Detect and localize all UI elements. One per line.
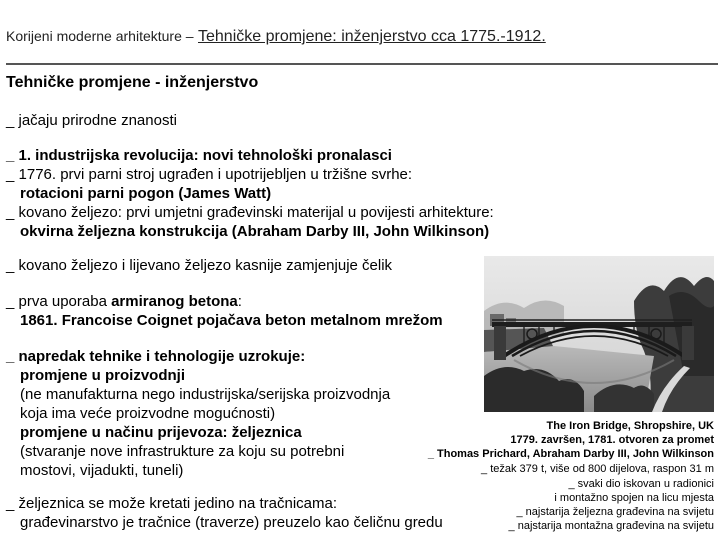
progress-production: promjene u proizvodnji [20, 367, 186, 384]
bullet-steel: _ kovano željezo i lijevano željezo kasnije zamjenjuje čelik [6, 257, 393, 274]
bullet-steam-engine: _ 1776. prvi parni stroj ugrađen i upotrijebljen u tržišne svrhe: [6, 166, 413, 183]
progress-production-note-2: koja ima veće proizvodne mogućnosti) [20, 405, 276, 422]
caption-forged: _ svaki dio iskovan u radionici [568, 478, 714, 490]
bullet-wrought-iron-detail: okvirna željezna konstrukcija (Abraham Darby III, John Wilkinson) [20, 223, 490, 240]
slide-title: Tehničke promjene - inženjerstvo [6, 74, 259, 91]
bullet-wrought-iron: _ kovano željezo: prvi umjetni građevinski materijal u povijesti arhitekture: [6, 204, 494, 221]
rc-term: armiranog betona [111, 293, 238, 310]
bullet-reinforced-concrete [6, 292, 242, 311]
caption-authors: _ Thomas Prichard, Abraham Darby III, John Wilkinson [427, 448, 714, 460]
bullet-reinforced-concrete-detail: 1861. Francoise Coignet pojačava beton metalnom mrežom [20, 312, 443, 329]
bullet-railway: _ željeznica se može kretati jedino na tračnicama: [6, 495, 337, 512]
bullet-natural-sciences: _ jačaju prirodne znanosti [6, 112, 177, 129]
bullet-railway-detail: građevinarstvo je tračnice (traverze) preuzelo kao čeličnu gredu [20, 514, 443, 531]
progress-production-note-1: (ne manufakturna nego industrijska/serijska proizvodnja [20, 386, 391, 403]
bullet-progress: _ napredak tehnike i tehnologije uzrokuje: [6, 348, 306, 365]
caption-oldest-prefab: _ najstarija montažna građevina na svijetu [508, 520, 714, 532]
caption-oldest-iron: _ najstarija željezna građevina na svijetu [516, 506, 714, 518]
rc-prefix: _ prva uporaba [6, 293, 112, 310]
caption-title: The Iron Bridge, Shropshire, UK [546, 420, 714, 432]
bullet-industrial-revolution: _ 1. industrijska revolucija: novi tehnološki pronalasci [6, 147, 392, 164]
header-subtitle: Tehničke promjene: inženjerstvo cca 1775.-1912. [198, 28, 546, 45]
iron-bridge-image [484, 256, 714, 412]
progress-transport-note-1: (stvaranje nove infrastrukture za koju su potrebni [20, 443, 345, 460]
bullet-steam-engine-detail: rotacioni parni pogon (James Watt) [20, 185, 272, 202]
progress-transport: promjene u načinu prijevoza: željeznica [20, 424, 302, 441]
rc-suffix: : [237, 293, 242, 310]
header-prefix: Korijeni moderne arhitekture – [6, 28, 194, 44]
progress-transport-note-2: mostovi, vijadukti, tuneli) [20, 462, 184, 479]
iron-bridge-photo [484, 256, 714, 412]
header-divider [6, 63, 718, 65]
caption-weight: _ težak 379 t, više od 800 dijelova, raspon 31 m [481, 463, 714, 475]
caption-dates: 1779. završen, 1781. otvoren za promet [510, 434, 714, 446]
caption-assembled: i montažno spojen na licu mjesta [554, 492, 714, 504]
slide-header [6, 28, 546, 46]
